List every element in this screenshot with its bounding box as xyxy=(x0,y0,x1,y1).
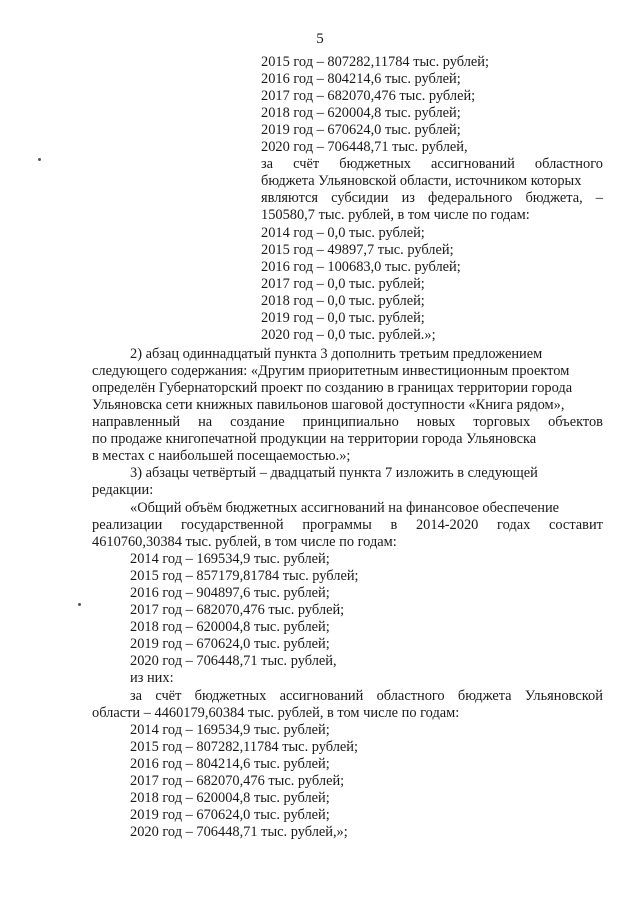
word: за xyxy=(130,688,143,704)
word: в xyxy=(390,517,398,533)
word: счёт xyxy=(293,156,320,172)
word: государственной xyxy=(181,517,284,533)
word: – xyxy=(595,190,603,206)
federal-text-line: бюджета Ульяновской области, источником которых xyxy=(261,173,582,189)
federal-year-line: 2020 год – 0,0 тыс. рублей.»; xyxy=(261,327,436,343)
item2-line: в местах с наибольшей посещаемостью.»; xyxy=(92,448,351,464)
scan-speck xyxy=(38,158,41,161)
word: программы xyxy=(302,517,372,533)
quote-line xyxy=(92,517,603,534)
top-year-line: 2020 год – 706448,71 тыс. рублей, xyxy=(261,139,468,155)
page-number: 5 xyxy=(316,31,324,47)
item2-line: по продаже книгопечатной продукции на территории города Ульяновска xyxy=(92,431,537,447)
total-year-line: 2015 год – 857179,81784 тыс. рублей; xyxy=(130,568,359,584)
federal-text-line xyxy=(261,190,603,207)
word: за xyxy=(261,156,274,172)
word: на xyxy=(198,414,213,430)
word: бюджетных xyxy=(194,688,267,704)
federal-text-line: 150580,7 тыс. рублей, в том числе по годам: xyxy=(261,207,530,223)
quote-line: 4610760,30384 тыс. рублей, в том числе по годам: xyxy=(92,534,397,550)
word: являются xyxy=(261,190,319,206)
total-year-line: 2016 год – 904897,6 тыс. рублей; xyxy=(130,585,330,601)
word: реализации xyxy=(92,517,163,533)
regional-year-line: 2019 год – 670624,0 тыс. рублей; xyxy=(130,807,330,823)
regional-year-line: 2018 год – 620004,8 тыс. рублей; xyxy=(130,790,330,806)
word: составит xyxy=(548,517,603,533)
regional-year-line: 2017 год – 682070,476 тыс. рублей; xyxy=(130,773,345,789)
word: объектов xyxy=(548,414,603,430)
item2-line: следующего содержания: «Другим приоритетным инвестиционным проектом xyxy=(92,363,570,379)
word: бюджета xyxy=(457,688,512,704)
item3-line: редакции: xyxy=(92,482,154,498)
item3-line: 3) абзацы четвёртый – двадцатый пункта 7 изложить в следующей xyxy=(130,465,538,481)
total-year-line: 2018 год – 620004,8 тыс. рублей; xyxy=(130,619,330,635)
word: создание xyxy=(230,414,285,430)
item2-line: определён Губернаторский проект по созданию в границах территории города xyxy=(92,380,573,396)
item2-line: Ульяновска сети книжных павильонов шаговой доступности «Книга рядом», xyxy=(92,397,565,413)
word: годах xyxy=(497,517,531,533)
federal-text-line xyxy=(261,156,603,173)
word: торговых xyxy=(473,414,531,430)
word: бюджетных xyxy=(339,156,411,172)
word: направленный xyxy=(92,414,181,430)
word: бюджета, xyxy=(525,190,583,206)
federal-year-line: 2019 год – 0,0 тыс. рублей; xyxy=(261,310,425,326)
top-year-line: 2019 год – 670624,0 тыс. рублей; xyxy=(261,122,461,138)
regional-year-line: 2016 год – 804214,6 тыс. рублей; xyxy=(130,756,330,772)
regional-year-line: 2020 год – 706448,71 тыс. рублей,»; xyxy=(130,824,348,840)
word: областного xyxy=(376,688,445,704)
regional-text-line: области – 4460179,60384 тыс. рублей, в том числе по годам: xyxy=(92,705,460,721)
total-year-line: 2017 год – 682070,476 тыс. рублей; xyxy=(130,602,345,618)
word: субсидии xyxy=(331,190,389,206)
federal-year-line: 2015 год – 49897,7 тыс. рублей; xyxy=(261,242,454,258)
word: ассигнований xyxy=(279,688,364,704)
total-year-line: 2020 год – 706448,71 тыс. рублей, xyxy=(130,653,337,669)
total-year-line: 2019 год – 670624,0 тыс. рублей; xyxy=(130,636,330,652)
federal-year-line: 2016 год – 100683,0 тыс. рублей; xyxy=(261,259,461,275)
word: 2014-2020 xyxy=(415,517,479,533)
word: принципиально xyxy=(302,414,399,430)
top-year-line: 2017 год – 682070,476 тыс. рублей; xyxy=(261,88,476,104)
word: федерального xyxy=(428,190,513,206)
federal-year-line: 2014 год – 0,0 тыс. рублей; xyxy=(261,225,425,241)
quote-line: «Общий объём бюджетных ассигнований на финансовое обеспечение xyxy=(130,500,560,516)
of-them-line: из них: xyxy=(130,670,174,686)
federal-year-line: 2017 год – 0,0 тыс. рублей; xyxy=(261,276,425,292)
total-year-line: 2014 год – 169534,9 тыс. рублей; xyxy=(130,551,330,567)
word: ассигнований xyxy=(431,156,515,172)
regional-year-line: 2014 год – 169534,9 тыс. рублей; xyxy=(130,722,330,738)
word: из xyxy=(401,190,415,206)
top-year-line: 2015 год – 807282,11784 тыс. рублей; xyxy=(261,54,490,70)
scan-speck xyxy=(78,603,81,606)
regional-text-line xyxy=(130,688,603,705)
word: счёт xyxy=(155,688,182,704)
regional-year-line: 2015 год – 807282,11784 тыс. рублей; xyxy=(130,739,359,755)
word: областного xyxy=(534,156,603,172)
item2-line: 2) абзац одиннадцатый пункта 3 дополнить третьим предложением xyxy=(130,346,543,362)
federal-year-line: 2018 год – 0,0 тыс. рублей; xyxy=(261,293,425,309)
top-year-line: 2018 год – 620004,8 тыс. рублей; xyxy=(261,105,461,121)
item2-line xyxy=(92,414,603,431)
word: новых xyxy=(416,414,456,430)
top-year-line: 2016 год – 804214,6 тыс. рублей; xyxy=(261,71,461,87)
word: Ульяновской xyxy=(524,688,603,704)
